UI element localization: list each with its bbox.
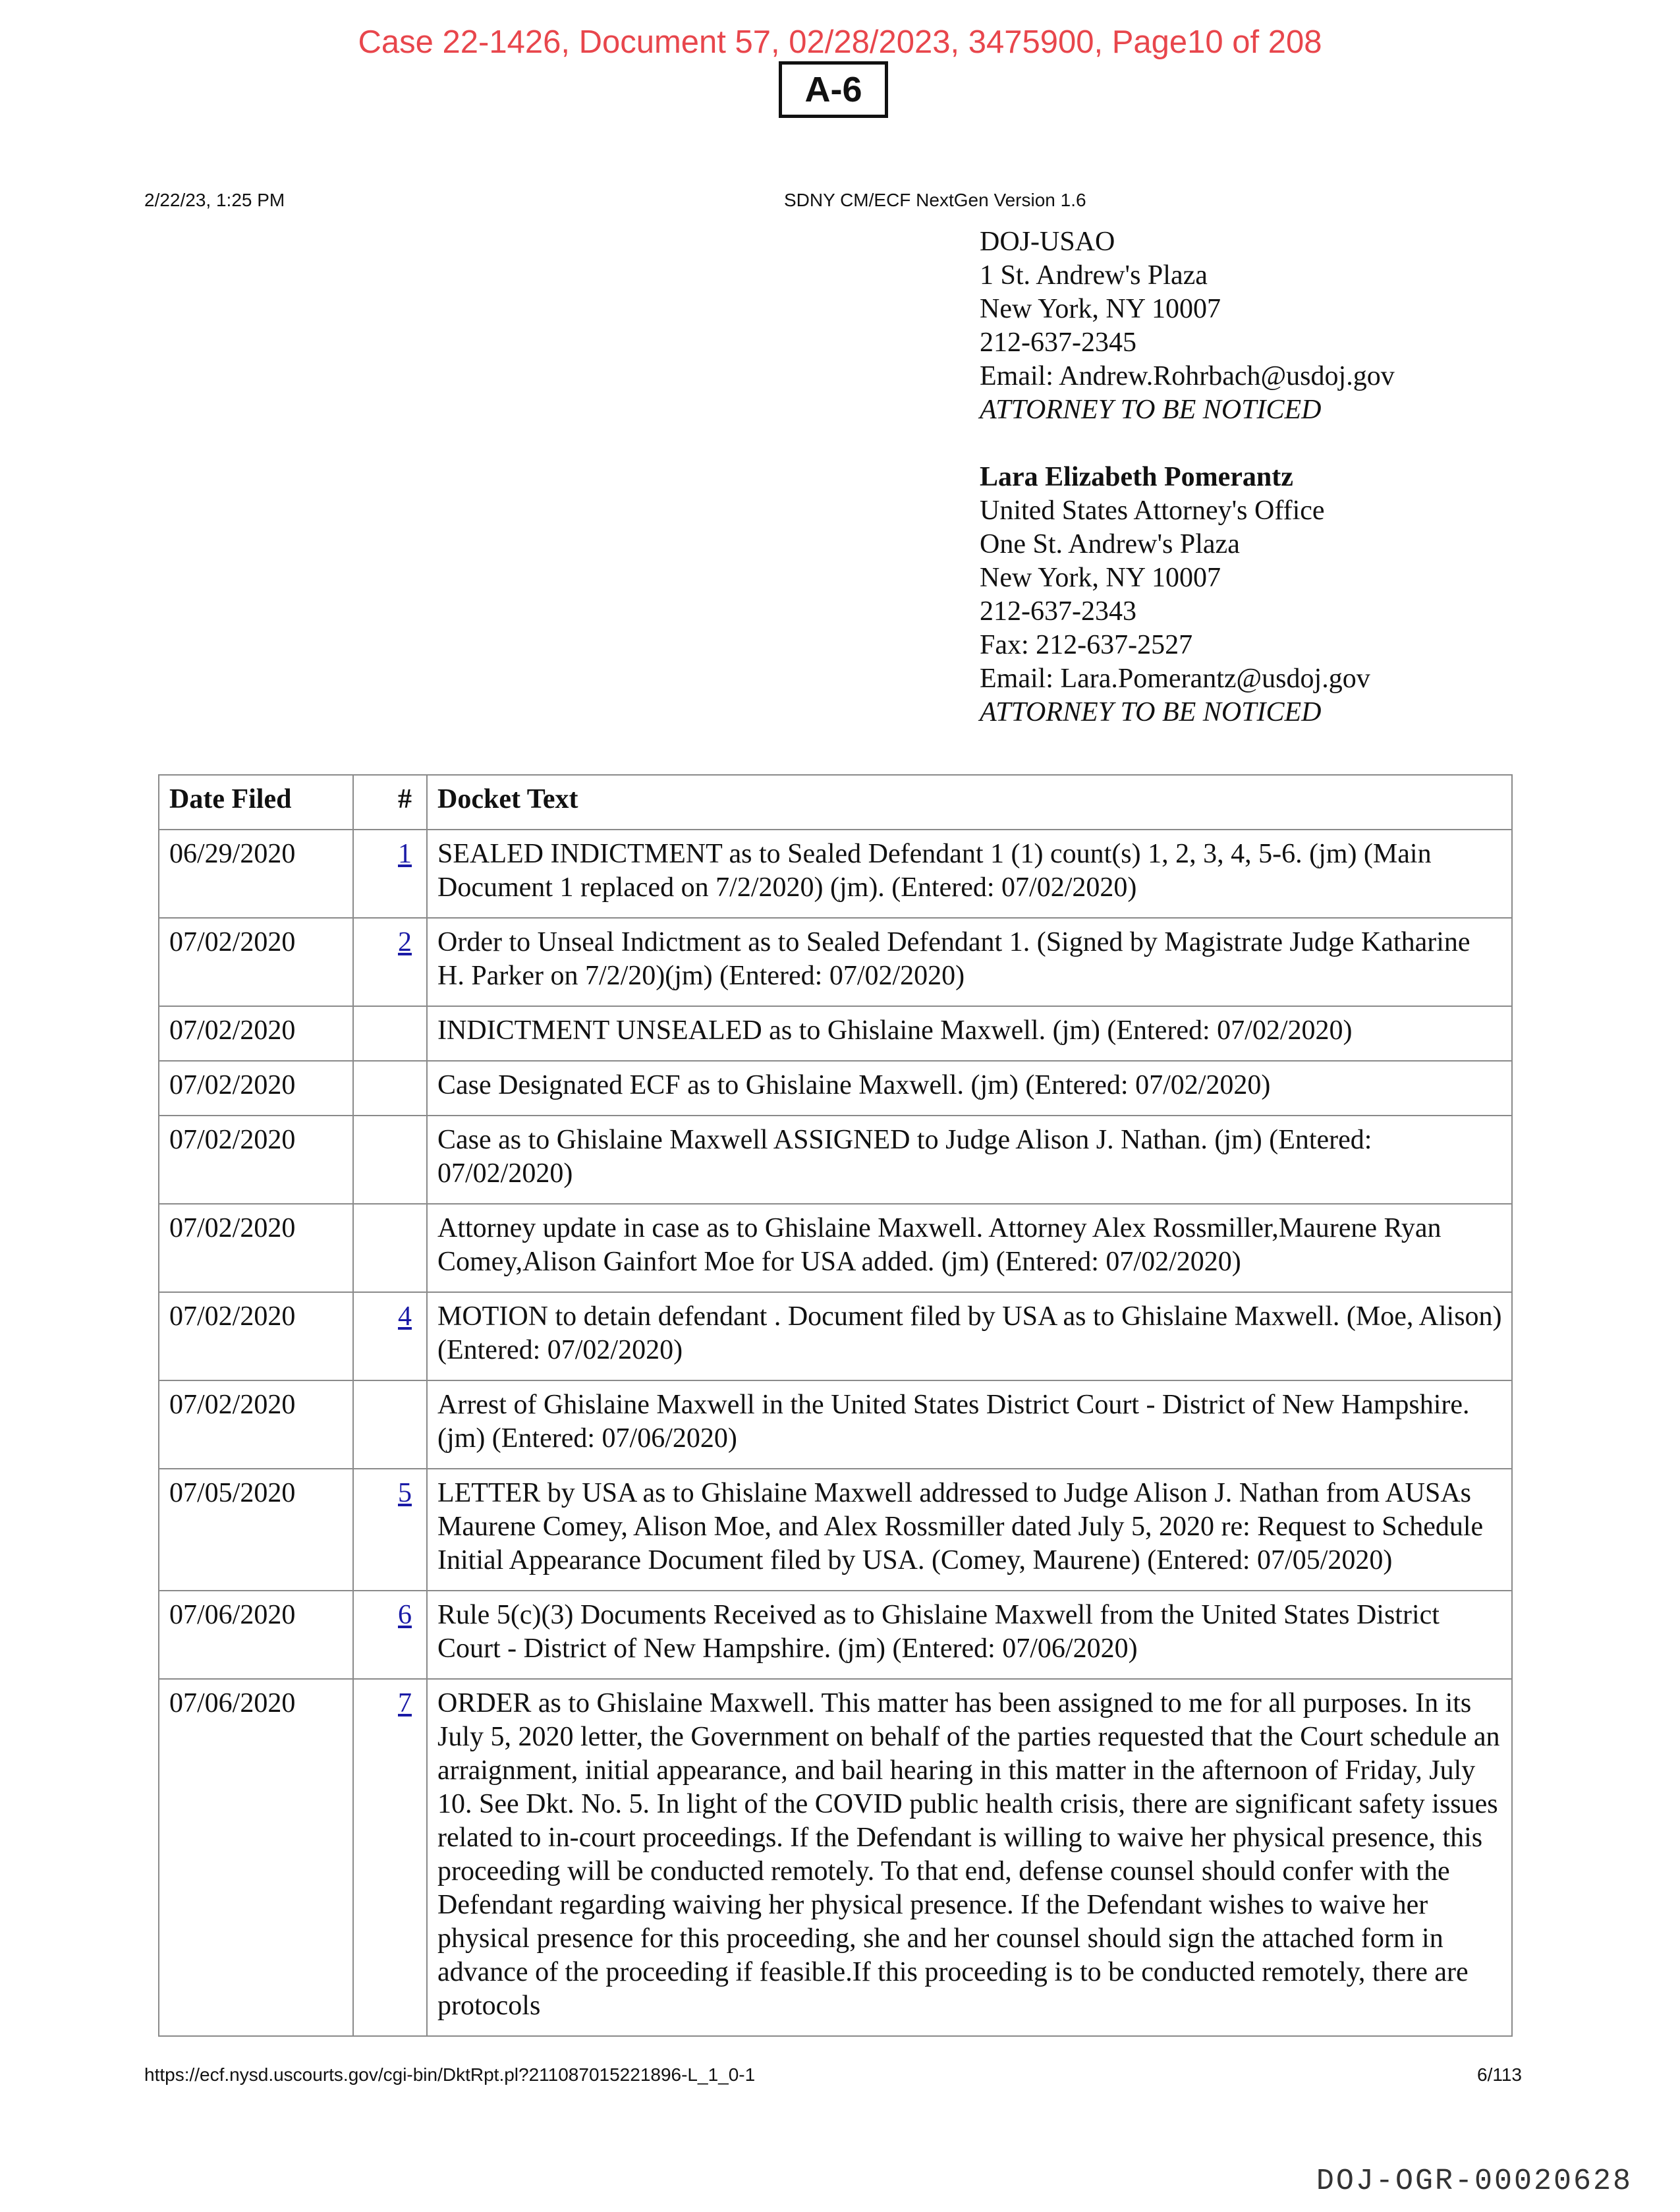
docket-number-link[interactable]: 7 [398, 1688, 412, 1718]
docket-text: Attorney update in case as to Ghislaine Maxwell. Attorney Alex Rossmiller,Maurene Ryan Comey,Alison Gainfort Moe for USA added. (jm) (Entered: 07/02/2020) [427, 1204, 1512, 1292]
attorney-phone: 212-637-2345 [980, 327, 1136, 358]
exhibit-label: A-6 [779, 61, 888, 118]
attorney-email: Email: Lara.Pomerantz@usdoj.gov [980, 664, 1370, 694]
header-number: # [353, 775, 427, 830]
header-date-filed: Date Filed [159, 775, 353, 830]
attorney-address-line: One St. Andrew's Plaza [980, 529, 1240, 559]
docket-row [159, 918, 1512, 1006]
bates-number: DOJ-OGR-00020628 [1316, 2165, 1633, 2198]
docket-number-link[interactable]: 5 [398, 1478, 412, 1508]
docket-number-link[interactable]: 4 [398, 1301, 412, 1332]
docket-table [158, 774, 1513, 2037]
docket-date: 07/02/2020 [159, 1061, 353, 1116]
docket-text: Order to Unseal Indictment as to Sealed Defendant 1. (Signed by Magistrate Judge Katharine H. Parker on 7/2/20)(jm) (Entered: 07/02/2020) [427, 918, 1512, 1006]
docket-number-empty [353, 1204, 427, 1292]
docket-row [159, 1116, 1512, 1204]
docket-row [159, 1591, 1512, 1679]
docket-number-link[interactable]: 2 [398, 927, 412, 957]
docket-text: SEALED INDICTMENT as to Sealed Defendant 1 (1) count(s) 1, 2, 3, 4, 5-6. (jm) (Main Document 1 replaced on 7/2/2020) (jm). (Entered: 07/02/2020) [427, 830, 1512, 918]
docket-date: 07/02/2020 [159, 1116, 353, 1204]
docket-text: ORDER as to Ghislaine Maxwell. This matter has been assigned to me for all purposes. In its July 5, 2020 letter, the Government on behalf of the parties requested that the Court schedule an arraignment, initial appearance, and bail hearing in this matter in the afternoon of Friday, July 10. See Dkt. No. 5. In light of the COVID public health crisis, there are significant safety issues related to in-court proceedings. If the Defendant is willing to waive her physical presence, this proceeding will be conducted remotely. To that end, defense counsel should confer with the Defendant regarding waiving her physical presence. If the Defendant wishes to waive her physical presence for this proceeding, she and her counsel should sign the attached form in advance of the proceeding if feasible.If this proceeding is to be conducted remotely, there are protocols [427, 1679, 1512, 2036]
docket-date: 07/02/2020 [159, 1204, 353, 1292]
docket-number-link[interactable]: 6 [398, 1600, 412, 1630]
case-stamp-header: Case 22-1426, Document 57, 02/28/2023, 3475900, Page10 of 208 [358, 24, 1322, 60]
docket-row [159, 1380, 1512, 1469]
docket-text: Arrest of Ghislaine Maxwell in the United States District Court - District of New Hampshire. (jm) (Entered: 07/06/2020) [427, 1380, 1512, 1469]
header-docket-text: Docket Text [427, 775, 1512, 830]
docket-text: Case Designated ECF as to Ghislaine Maxwell. (jm) (Entered: 07/02/2020) [427, 1061, 1512, 1116]
docket-number-link[interactable]: 1 [398, 839, 412, 869]
attorney-notice: ATTORNEY TO BE NOTICED [980, 395, 1322, 425]
print-timestamp: 2/22/23, 1:25 PM [144, 190, 285, 210]
docket-text: LETTER by USA as to Ghislaine Maxwell addressed to Judge Alison J. Nathan from AUSAs Maurene Comey, Alison Moe, and Alex Rossmiller dated July 5, 2020 re: Request to Schedule Initial Appearance Document filed by USA. (Comey, Maurene) (Entered: 07/05/2020) [427, 1469, 1512, 1591]
docket-row [159, 1679, 1512, 2036]
docket-header-row [159, 775, 1512, 830]
docket-text: INDICTMENT UNSEALED as to Ghislaine Maxwell. (jm) (Entered: 07/02/2020) [427, 1006, 1512, 1061]
docket-number-empty [353, 1380, 427, 1469]
attorney-notice: ATTORNEY TO BE NOTICED [980, 697, 1322, 727]
docket-row [159, 1204, 1512, 1292]
docket-date: 07/02/2020 [159, 1006, 353, 1061]
attorney-email: Email: Andrew.Rohrbach@usdoj.gov [980, 361, 1395, 391]
print-footer-page: 6/113 [1477, 2064, 1522, 2085]
attorney-address-line: New York, NY 10007 [980, 563, 1221, 593]
docket-date: 07/06/2020 [159, 1591, 353, 1679]
docket-number-empty [353, 1006, 427, 1061]
docket-number-empty [353, 1116, 427, 1204]
docket-text: MOTION to detain defendant . Document filed by USA as to Ghislaine Maxwell. (Moe, Alison) (Entered: 07/02/2020) [427, 1292, 1512, 1380]
docket-date: 07/05/2020 [159, 1469, 353, 1591]
docket-date: 06/29/2020 [159, 830, 353, 918]
docket-text: Case as to Ghislaine Maxwell ASSIGNED to Judge Alison J. Nathan. (jm) (Entered: 07/02/2020) [427, 1116, 1512, 1204]
attorney-address-line: 1 St. Andrew's Plaza [980, 260, 1208, 291]
docket-date: 07/02/2020 [159, 1292, 353, 1380]
attorney-address-line: New York, NY 10007 [980, 294, 1221, 324]
attorney-name: Lara Elizabeth Pomerantz [980, 462, 1293, 492]
attorney-address-line: DOJ-USAO [980, 227, 1115, 257]
attorney-fax: Fax: 212-637-2527 [980, 630, 1193, 660]
docket-date: 07/06/2020 [159, 1679, 353, 2036]
docket-row [159, 1292, 1512, 1380]
attorney-address-line: United States Attorney's Office [980, 496, 1325, 526]
attorney-phone: 212-637-2343 [980, 596, 1136, 627]
print-footer-url: https://ecf.nysd.uscourts.gov/cgi-bin/DktRpt.pl?211087015221896-L_1_0-1 [144, 2064, 756, 2085]
docket-text: Rule 5(c)(3) Documents Received as to Ghislaine Maxwell from the United States District Court - District of New Hampshire. (jm) (Entered: 07/06/2020) [427, 1591, 1512, 1679]
docket-row [159, 1061, 1512, 1116]
docket-row [159, 1006, 1512, 1061]
docket-date: 07/02/2020 [159, 918, 353, 1006]
docket-number-empty [353, 1061, 427, 1116]
docket-date: 07/02/2020 [159, 1380, 353, 1469]
print-title: SDNY CM/ECF NextGen Version 1.6 [784, 190, 1086, 210]
docket-row [159, 830, 1512, 918]
docket-row [159, 1469, 1512, 1591]
